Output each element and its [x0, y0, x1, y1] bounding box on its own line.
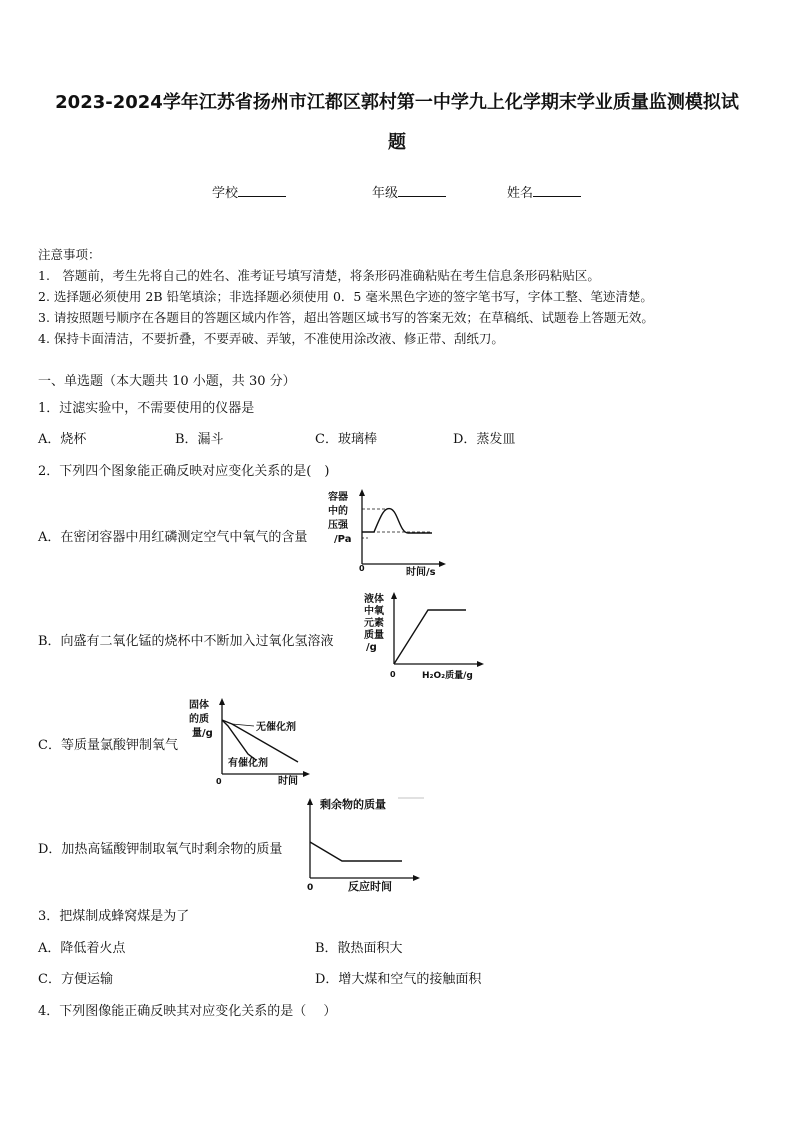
graph-d-origin: 0: [307, 883, 314, 893]
school-blank: [238, 185, 286, 197]
q2-stem: 2．下列四个图象能正确反映对应变化关系的是( ): [38, 464, 330, 479]
graph-c-ylabel-2: 的质: [189, 714, 209, 725]
graph-c-ylabel-1: 固体: [189, 700, 209, 711]
q3-option-b: B．散热面积大: [315, 941, 403, 956]
graph-c-x-arrow: [303, 771, 310, 777]
q3-stem: 3．把煤制成蜂窝煤是为了: [38, 909, 190, 924]
name-label: 姓名: [507, 186, 534, 201]
graph-c-y-arrow: [219, 698, 225, 705]
graph-c-label-no-catalyst: 无催化剂: [256, 722, 296, 733]
q1-option-a: A．烧杯: [38, 432, 87, 447]
graph-b-ylabel-5: /g: [366, 642, 377, 653]
graph-b-origin: 0: [390, 670, 396, 679]
graph-b-xlabel: H₂O₂质量/g: [422, 671, 473, 681]
q3-option-c: C．方便运输: [38, 972, 113, 987]
graph-b-ylabel-2: 中氧: [364, 606, 384, 617]
graph-a-ylabel-3: 压强: [328, 520, 348, 531]
graph-a-xlabel: 时间/s: [406, 567, 436, 578]
graph-b-curve: [394, 610, 466, 664]
graph-a-ylabel-1: 容器: [328, 492, 348, 503]
q2-option-c: C．等质量氯酸钾制氧气: [38, 738, 178, 753]
q2-option-b: B．向盛有二氧化锰的烧杯中不断加入过氧化氢溶液: [38, 634, 334, 649]
q2-option-a: A．在密闭容器中用红磷测定空气中氧气的含量: [38, 530, 308, 545]
section-heading: 一、单选题（本大题共 10 小题，共 30 分）: [38, 374, 296, 389]
school-label: 学校: [212, 186, 239, 201]
q1-option-c: C．玻璃棒: [315, 432, 377, 447]
school-field: [212, 182, 286, 201]
note-item-3: 3. 请按照题号顺序在各题目的答题区域内作答，超出答题区域书写的答案无效；在草稿纸、试题卷上答题无效。: [38, 310, 654, 325]
graph-b-ylabel-4: 质量: [364, 630, 384, 641]
graph-c: [186, 696, 316, 788]
graph-a-origin: 0: [359, 564, 365, 573]
q4-stem: 4．下列图像能正确反映其对应变化关系的是（ ）: [38, 1004, 337, 1019]
note-item-4: 4. 保持卡面清洁，不要折叠，不要弄破、弄皱，不准使用涂改液、修正带、刮纸刀。: [38, 331, 504, 346]
q3-option-d: D．增大煤和空气的接触面积: [315, 972, 482, 987]
graph-a-ylabel-2: 中的: [328, 506, 348, 517]
graph-b-ylabel-1: 液体: [364, 594, 384, 605]
graph-d-xlabel: 反应时间: [348, 880, 392, 893]
graph-c-xlabel: 时间: [278, 776, 298, 787]
exam-title-line2: 题: [388, 132, 406, 153]
graph-b: [360, 590, 490, 682]
q2-option-d: D．加热高锰酸钾制取氧气时剩余物的质量: [38, 842, 283, 857]
graph-d-ylabel: 剩余物的质量: [320, 798, 386, 811]
note-item-2: 2. 选择题必须使用 2B 铅笔填涂；非选择题必须使用 0．5 毫米黑色字迹的签字笔书写，字体工整、笔迹清楚。: [38, 289, 653, 304]
graph-b-y-arrow: [391, 592, 397, 599]
graph-c-label-catalyst: 有催化剂: [228, 758, 268, 769]
note-item-1: 1. 答题前，考生先将自己的姓名、准考证号填写清楚，将条形码准确粘贴在考生信息条形码粘贴区。: [38, 268, 600, 283]
name-blank: [533, 185, 581, 197]
exam-title-line1: 2023-2024学年江苏省扬州市江都区郭村第一中学九上化学期末学业质量监测模拟试: [55, 92, 739, 113]
graph-c-origin: 0: [216, 777, 222, 786]
grade-field: [372, 182, 446, 201]
graph-a: [328, 488, 448, 580]
q1-option-d: D．蒸发皿: [453, 432, 516, 447]
graph-a-curve: [362, 509, 432, 533]
graph-b-x-arrow: [477, 661, 484, 667]
graph-d: [298, 792, 428, 896]
q3-option-a: A．降低着火点: [38, 941, 126, 956]
graph-d-curve: [310, 842, 402, 861]
graph-d-x-arrow: [413, 875, 420, 881]
graph-a-x-arrow: [439, 561, 446, 567]
name-field: [507, 182, 581, 201]
notes-heading: 注意事项：: [38, 247, 101, 262]
graph-d-y-arrow: [307, 798, 313, 805]
graph-c-ylabel-3: 量/g: [192, 728, 213, 739]
grade-blank: [398, 185, 446, 197]
graph-a-ylabel-4: /Pa: [334, 534, 352, 545]
graph-b-ylabel-3: 元素: [364, 618, 384, 629]
grade-label: 年级: [372, 186, 399, 201]
q1-option-b: B．漏斗: [175, 432, 224, 447]
q1-stem: 1．过滤实验中，不需要使用的仪器是: [38, 401, 255, 416]
graph-a-y-arrow: [359, 489, 365, 496]
